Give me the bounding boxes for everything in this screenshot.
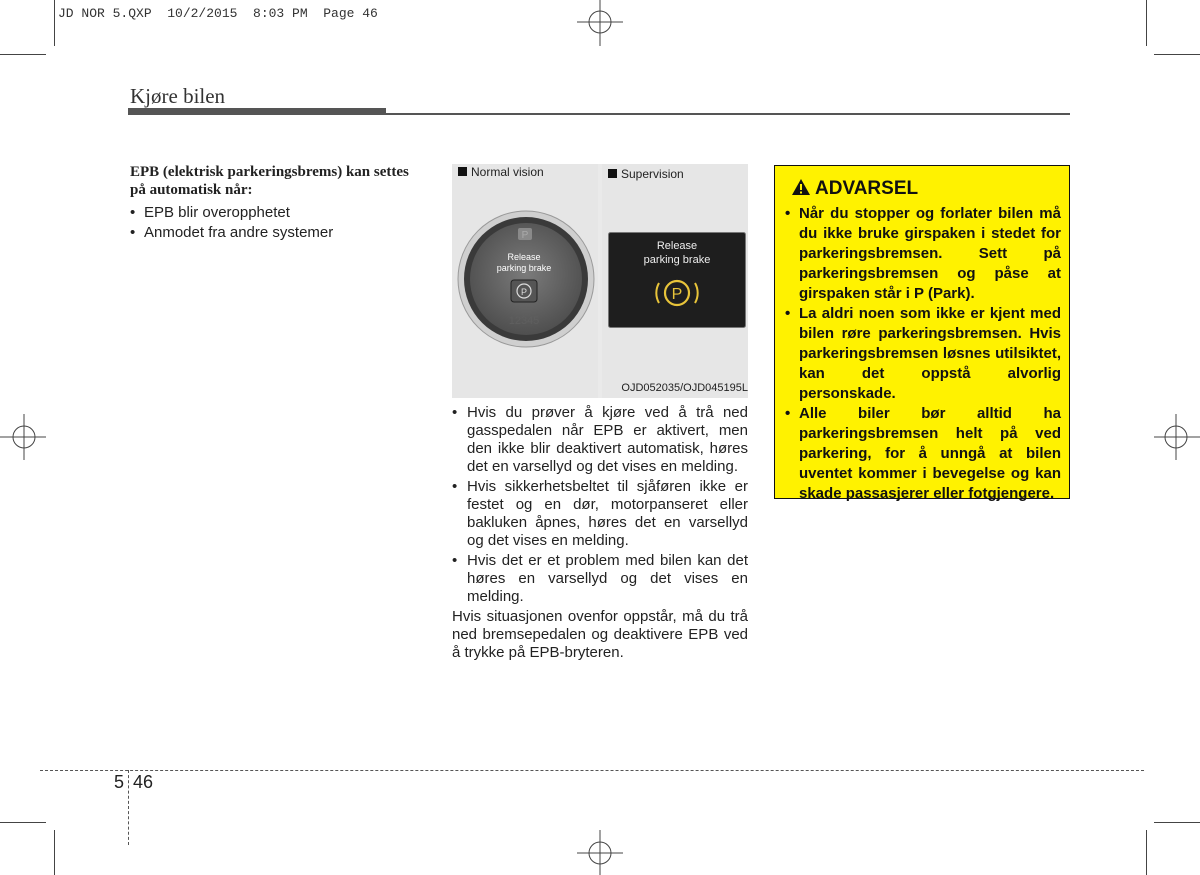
list-item: • Hvis du prøver å kjøre ved å trå ned gasspedalen når EPB er aktivert, men den ikke blir deaktivert automatisk, høres det en varsellyd og det vises en melding. [452,404,748,476]
warning-triangle-icon [791,178,811,196]
cluster-illustration [452,164,748,398]
registration-mark-right [1154,412,1200,462]
list-item: • EPB blir overopphetet [130,203,420,223]
list-item: • Hvis det er et problem med bilen kan det høres en varsellyd og det vises en melding. [452,552,748,606]
footer-rule [40,770,1144,771]
warning-title: ADVARSEL [815,178,919,199]
square-bullet-icon [458,167,467,176]
figure-code: OJD052035/OJD045195L [621,382,748,394]
gauge-message-line1: Release [507,252,541,262]
deactivate-paragraph: Hvis situasjonen ovenfor oppstår, må du trå ned bremsepedalen og deaktivere EPB ved å trykke på EPB-bryteren. [452,608,748,661]
normal-vision-label: Normal vision [471,165,544,179]
list-item: • Hvis sikkerhetsbeltet til sjåføren ikke er festet og en dør, motorpanseret eller bakluken åpnes, høres det en varsellyd og det vises en melding. [452,478,748,550]
header-rule-thin [386,113,1070,115]
list-item: • Når du stopper og forlater bilen må du ikke bruke girspaken i stedet for parkeringsbremsen. Sett på parkeringsbremsen og påse at girspaken står i P (Park). [785,204,1061,304]
footer-divider [128,770,129,845]
print-slug: JD NOR 5.QXP 10/2/2015 8:03 PM Page 46 [58,6,378,21]
list-item: • Alle biler bør alltid ha parkeringsbremsen helt på ved parkering, for å unngå at bilen uventet kommer i bevegelse og kan skade passasjerer eller fotgjengere. [785,404,1061,504]
registration-mark-left [0,412,46,462]
parking-p-symbol: P [671,286,683,303]
epb-auto-section [130,163,420,243]
registration-mark-top [575,0,625,46]
list-item: • La aldri noen som ikke er kjent med bilen røre parkeringsbremsen. Hvis parkeringsbremsen løsnes utilsiktet, kan det oppstå alvorlig personskade. [785,304,1061,404]
registration-mark-bottom [575,830,625,875]
header-rule-thick [128,108,386,115]
chapter-number: 5 [114,772,125,792]
normal-vision-panel [452,164,598,398]
supervision-panel [602,164,748,398]
warning-body [785,204,1061,504]
supervision-label: Supervision [621,167,684,181]
square-bullet-icon [608,169,617,178]
list-item: • Anmodet fra andre systemer [130,223,420,243]
gauge-cluster-image [456,204,596,354]
gauge-message-line2: parking brake [496,263,552,273]
svg-text:P: P [520,287,528,297]
lcd-message-line1: Release [656,240,698,252]
lcd-message-line2: parking brake [643,254,711,266]
warning-box [774,165,1070,502]
warning-sound-section [452,404,748,662]
svg-text:P: P [521,230,529,241]
page-number: 46 [133,772,154,792]
lcd-display-image [608,232,746,328]
epb-auto-lead: EPB (elektrisk parkeringsbrems) kan settes på automatisk når: [130,164,409,198]
svg-text:12345: 12345 [508,315,540,327]
page-section-title: Kjøre bilen [130,84,226,108]
